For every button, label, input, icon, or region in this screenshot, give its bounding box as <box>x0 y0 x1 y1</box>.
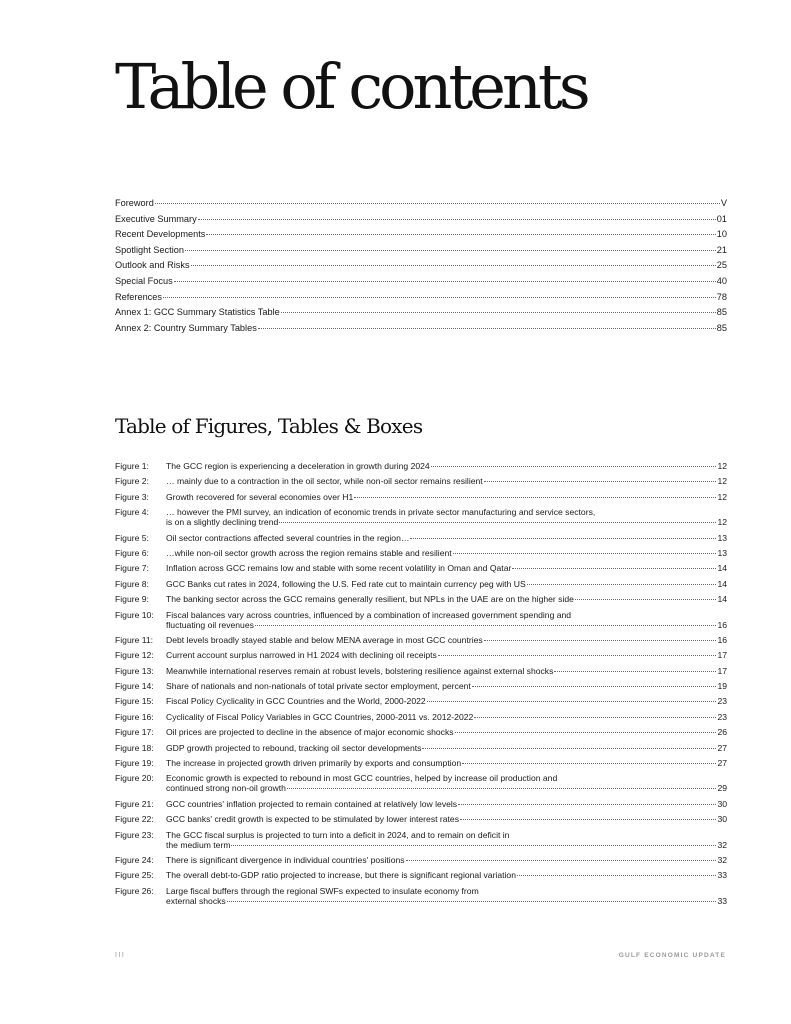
page-title: Table of contents <box>115 50 587 123</box>
figure-entry[interactable] <box>115 830 727 850</box>
figure-entry[interactable] <box>115 666 727 676</box>
figure-page: 14 <box>717 563 727 574</box>
figure-page: 30 <box>717 798 727 809</box>
dot-leader <box>231 845 716 846</box>
figure-title: There is significant divergence in individual countries' positions <box>166 854 405 865</box>
toc-entry-page: V <box>720 198 727 208</box>
figure-number: Figure 9: <box>115 594 149 605</box>
dot-leader <box>227 901 717 902</box>
figure-title: Fiscal Policy Cyclicality in GCC Countries and the World, 2000-2022 <box>166 696 426 707</box>
toc-entry-label: Outlook and Risks <box>115 260 190 271</box>
toc-entry-label: Foreword <box>115 198 154 208</box>
figure-number: Figure 8: <box>115 578 149 589</box>
dot-leader <box>472 686 717 687</box>
figure-entry[interactable] <box>115 579 727 589</box>
figure-page: 12 <box>717 461 727 471</box>
figure-title: Growth recovered for several economies over H1 <box>166 491 354 502</box>
figure-number: Figure 7: <box>115 563 149 574</box>
toc-entry[interactable] <box>115 292 727 308</box>
dot-leader <box>422 748 716 749</box>
figure-page: 12 <box>717 476 727 487</box>
figure-page: 29 <box>717 783 727 794</box>
figure-entry[interactable] <box>115 594 727 604</box>
figure-page: 14 <box>717 594 727 605</box>
toc-entry-page: 78 <box>716 291 727 302</box>
figure-page: 17 <box>717 650 727 661</box>
figure-page: 16 <box>717 634 727 645</box>
figure-number: Figure 24: <box>115 854 154 865</box>
figure-number: Figure 18: <box>115 742 154 753</box>
figure-title: fluctuating oil revenues <box>166 619 254 630</box>
dot-leader <box>191 265 716 266</box>
figure-number: Figure 20: <box>115 773 154 784</box>
dot-leader <box>554 671 716 672</box>
figures-section-title: Table of Figures, Tables & Boxes <box>115 414 423 438</box>
figure-page: 12 <box>717 517 727 528</box>
figure-number: Figure 16: <box>115 711 154 722</box>
figure-number: Figure 15: <box>115 696 154 707</box>
figure-entry[interactable] <box>115 743 727 753</box>
footer-publication-title: GULF ECONOMIC UPDATE <box>618 952 726 959</box>
dot-leader <box>431 466 717 467</box>
dot-leader <box>198 219 716 220</box>
figure-entry[interactable] <box>115 476 727 486</box>
dot-leader <box>255 625 717 626</box>
toc-entry-label: References <box>115 291 162 302</box>
dot-leader <box>575 599 717 600</box>
dot-leader <box>354 497 716 498</box>
figure-page: 23 <box>717 711 727 722</box>
figure-number: Figure 17: <box>115 727 154 738</box>
figure-page: 23 <box>717 696 727 707</box>
toc-entry-label: Recent Developments <box>115 229 206 240</box>
figure-number: Figure 12: <box>115 650 154 661</box>
figure-title: Share of nationals and non-nationals of total private sector employment, percent <box>166 681 471 692</box>
figure-title: Oil prices are projected to decline in the absence of major economic shocks <box>166 727 454 738</box>
toc-entry[interactable] <box>115 245 727 261</box>
figure-entry[interactable] <box>115 610 727 630</box>
figure-number: Figure 10: <box>115 609 154 620</box>
figure-title: Cyclicality of Fiscal Policy Variables in GCC Countries, 2000-2011 vs. 2012-2022 <box>166 711 474 722</box>
dot-leader <box>517 875 716 876</box>
dot-leader <box>455 732 717 733</box>
toc-entry[interactable] <box>115 198 727 214</box>
figure-number: Figure 3: <box>115 491 149 502</box>
dot-leader <box>484 640 717 641</box>
figure-title: the medium term <box>166 839 231 850</box>
figure-page: 33 <box>717 895 727 906</box>
figure-page: 27 <box>717 742 727 753</box>
figure-title: The GCC fiscal surplus is projected to turn into a deficit in 2024, and to remain on deficit in <box>166 829 510 840</box>
toc-entry[interactable] <box>115 276 727 292</box>
dot-leader <box>474 717 716 718</box>
figure-number: Figure 6: <box>115 547 149 558</box>
figure-entry[interactable] <box>115 461 727 471</box>
toc-entry-page: 85 <box>716 322 727 333</box>
toc-entry-page: 25 <box>716 260 727 271</box>
figure-page: 32 <box>717 839 727 850</box>
figure-title: Meanwhile international reserves remain at robust levels, bolstering resilience against external shocks <box>166 665 554 676</box>
figure-entry[interactable] <box>115 507 727 527</box>
figure-number: Figure 22: <box>115 814 154 825</box>
dot-leader <box>258 328 716 329</box>
figure-title: Debt levels broadly stayed stable and below MENA average in most GCC countries <box>166 634 483 645</box>
figure-entry[interactable] <box>115 563 727 573</box>
toc-entry-label: Annex 1: GCC Summary Statistics Table <box>115 307 280 318</box>
dot-leader <box>527 584 717 585</box>
figure-entry[interactable] <box>115 492 727 502</box>
figure-title: …while non-oil sector growth across the region remains stable and resilient <box>166 547 452 558</box>
toc-entry-page: 85 <box>716 307 727 318</box>
toc-entry[interactable] <box>115 229 727 245</box>
figure-title: Inflation across GCC remains low and stable with some recent volatility in Oman and Qatar <box>166 563 512 574</box>
toc-entry[interactable] <box>115 323 727 339</box>
dot-leader <box>163 297 716 298</box>
dot-leader <box>281 312 716 313</box>
figures-list <box>115 461 727 911</box>
figure-number: Figure 13: <box>115 665 154 676</box>
toc-entry-page: 01 <box>716 213 727 224</box>
dot-leader <box>155 203 720 204</box>
figure-number: Figure 25: <box>115 870 154 881</box>
figure-entry[interactable] <box>115 712 727 722</box>
figure-entry[interactable] <box>115 650 727 660</box>
figure-entry[interactable] <box>115 814 727 824</box>
figure-page: 27 <box>717 758 727 769</box>
figure-title: The overall debt-to-GDP ratio projected to increase, but there is significant regional variation <box>166 870 516 881</box>
figure-title: continued strong non-oil growth <box>166 783 286 794</box>
figure-title: GCC banks' credit growth is expected to be stimulated by lower interest rates <box>166 814 460 825</box>
toc-entry-page: 40 <box>716 275 727 286</box>
figure-title: … however the PMI survey, an indication of economic trends in private sector manufacturing and service sectors, <box>166 507 596 518</box>
figure-entry[interactable] <box>115 758 727 768</box>
figure-entry[interactable] <box>115 696 727 706</box>
figure-title: The increase in projected growth driven primarily by exports and consumption <box>166 758 462 769</box>
figure-entry[interactable] <box>115 635 727 645</box>
dot-leader <box>185 250 716 251</box>
toc-entry[interactable] <box>115 214 727 230</box>
figure-entry[interactable] <box>115 533 727 543</box>
figure-page: 12 <box>717 491 727 502</box>
toc-entry[interactable] <box>115 307 727 323</box>
figure-entry[interactable] <box>115 855 727 865</box>
dot-leader <box>427 701 717 702</box>
figure-title: GCC Banks cut rates in 2024, following the U.S. Fed rate cut to maintain currency peg with US <box>166 578 526 589</box>
figure-page: 19 <box>717 681 727 692</box>
figure-number: Figure 5: <box>115 532 149 543</box>
figure-page: 16 <box>717 619 727 630</box>
figure-page: 17 <box>717 665 727 676</box>
dot-leader <box>438 655 717 656</box>
figure-title: Fiscal balances vary across countries, influenced by a combination of increased government spending and <box>166 609 572 620</box>
toc-entry-label: Special Focus <box>115 275 173 286</box>
figure-number: Figure 11: <box>115 634 154 645</box>
figure-entry[interactable] <box>115 773 727 793</box>
dot-leader <box>174 281 716 282</box>
dot-leader <box>460 819 716 820</box>
figure-title: The banking sector across the GCC remains generally resilient, but NPLs in the UAE are on the higher side <box>166 594 574 605</box>
figure-page: 13 <box>717 547 727 558</box>
figure-number: Figure 1: <box>115 461 149 471</box>
figure-entry[interactable] <box>115 548 727 558</box>
figure-number: Figure 4: <box>115 507 149 518</box>
figure-title: is on a slightly declining trend <box>166 517 279 528</box>
figure-number: Figure 2: <box>115 476 149 487</box>
figure-title: Large fiscal buffers through the regional SWFs expected to insulate economy from <box>166 885 479 896</box>
figure-entry[interactable] <box>115 681 727 691</box>
table-of-contents <box>115 198 727 338</box>
figure-page: 26 <box>717 727 727 738</box>
toc-entry-label: Executive Summary <box>115 213 197 224</box>
figure-entry[interactable] <box>115 799 727 809</box>
dot-leader <box>287 788 717 789</box>
toc-entry-page: 10 <box>716 229 727 240</box>
figure-title: … mainly due to a contraction in the oil sector, while non-oil sector remains resilient <box>166 476 483 487</box>
dot-leader <box>406 860 717 861</box>
dot-leader <box>206 234 715 235</box>
figure-page: 33 <box>717 870 727 881</box>
figure-entry[interactable] <box>115 886 727 906</box>
figure-title: external shocks <box>166 895 226 906</box>
toc-entry-page: 21 <box>716 244 727 255</box>
dot-leader <box>279 522 716 523</box>
figure-entry[interactable] <box>115 727 727 737</box>
dot-leader <box>458 804 716 805</box>
toc-entry-label: Annex 2: Country Summary Tables <box>115 322 257 333</box>
figure-title: GCC countries' inflation projected to remain contained at relatively low levels <box>166 798 458 809</box>
dot-leader <box>453 553 717 554</box>
figure-page: 30 <box>717 814 727 825</box>
figure-entry[interactable] <box>115 870 727 880</box>
footer-page-number: III <box>115 952 126 959</box>
figure-number: Figure 26: <box>115 885 154 896</box>
figure-title: GDP growth projected to rebound, tracking oil sector developments <box>166 742 422 753</box>
dot-leader <box>484 481 717 482</box>
figure-number: Figure 14: <box>115 681 154 692</box>
figure-page: 13 <box>717 532 727 543</box>
figure-number: Figure 19: <box>115 758 154 769</box>
figure-page: 32 <box>717 854 727 865</box>
figure-title: Current account surplus narrowed in H1 2024 with declining oil receipts <box>166 650 437 661</box>
toc-entry-label: Spotlight Section <box>115 244 184 255</box>
toc-entry[interactable] <box>115 260 727 276</box>
figure-title: Economic growth is expected to rebound in most GCC countries, helped by increase oil production and <box>166 773 558 784</box>
figure-number: Figure 21: <box>115 798 154 809</box>
dot-leader <box>462 763 716 764</box>
figure-title: The GCC region is experiencing a deceleration in growth during 2024 <box>166 461 430 471</box>
figure-page: 14 <box>717 578 727 589</box>
dot-leader <box>512 568 716 569</box>
figure-number: Figure 23: <box>115 829 154 840</box>
dot-leader <box>410 538 716 539</box>
figure-title: Oil sector contractions affected several countries in the region… <box>166 532 410 543</box>
